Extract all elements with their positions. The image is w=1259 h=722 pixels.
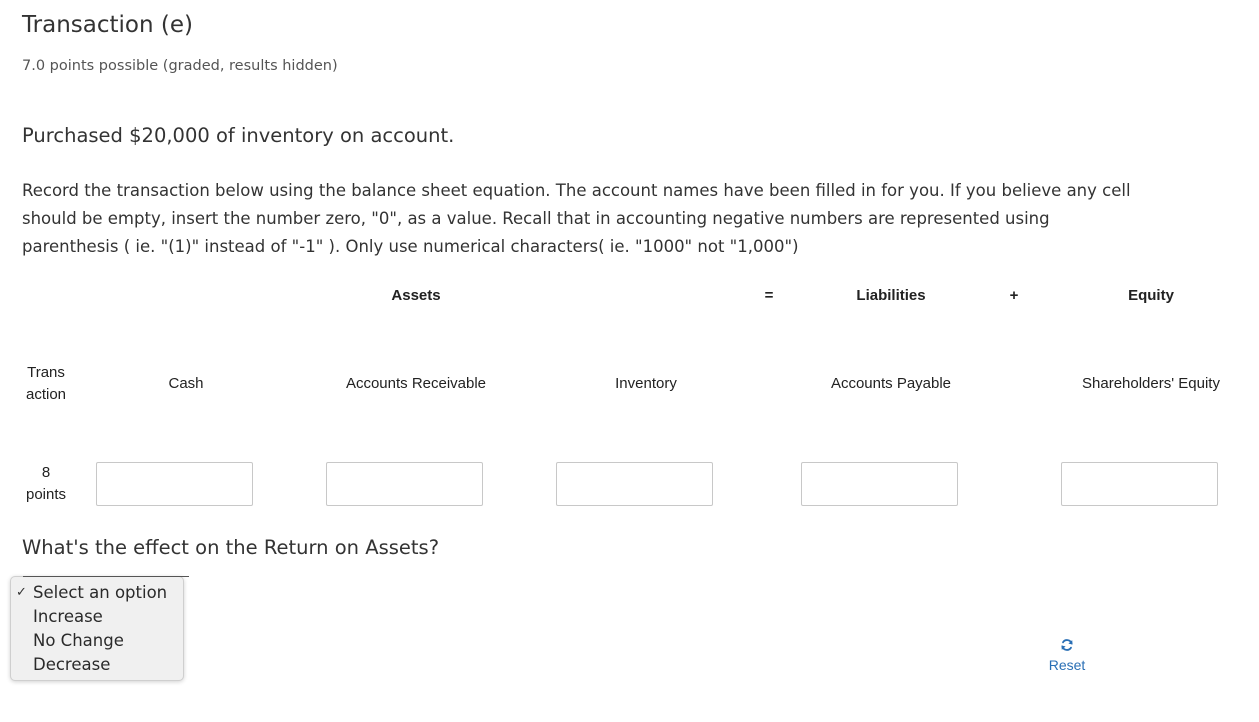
roa-question: What's the effect on the Return on Assets?: [22, 536, 440, 559]
cash-input[interactable]: [96, 462, 253, 506]
account-shareholders-equity: Shareholders' Equity: [1082, 375, 1220, 392]
account-inventory: Inventory: [615, 375, 677, 392]
account-accounts-receivable: Accounts Receivable: [345, 375, 487, 392]
accounts-payable-input[interactable]: [801, 462, 958, 506]
option-no-change[interactable]: [11, 629, 183, 653]
option-select-an-option[interactable]: [11, 581, 183, 605]
row-points-unit: points: [25, 486, 67, 503]
option-label: Decrease: [33, 655, 111, 674]
page-title: Transaction (e): [22, 12, 193, 38]
roa-effect-dropdown[interactable]: [10, 576, 184, 681]
account-accounts-payable: Accounts Payable: [830, 375, 952, 392]
account-cash: Cash: [168, 375, 204, 392]
row-points-value: 8: [41, 464, 51, 481]
reset-button[interactable]: [1040, 638, 1094, 673]
inventory-input[interactable]: [556, 462, 713, 506]
option-decrease[interactable]: [11, 653, 183, 677]
accounts-receivable-input[interactable]: [326, 462, 483, 506]
problem-prompt: Purchased $20,000 of inventory on account.: [22, 124, 455, 147]
transaction-column-header: [16, 362, 76, 406]
plus-sign: +: [1009, 287, 1019, 304]
shareholders-equity-input[interactable]: [1061, 462, 1218, 506]
equity-header: Equity: [1128, 287, 1174, 304]
select-border: [23, 576, 189, 577]
reset-label: Reset: [1048, 657, 1086, 673]
assets-header: Assets: [391, 287, 441, 304]
equals-sign: =: [764, 287, 774, 304]
option-label: Increase: [33, 607, 103, 626]
transaction-header-line1: Trans: [27, 364, 65, 381]
transaction-header-line2: action: [25, 386, 67, 403]
row-points-label: [16, 462, 76, 506]
option-label: Select an option: [33, 583, 168, 602]
problem-instructions: Record the transaction below using the balance sheet equation. The account names have been filled in for you. If you believe any cell should be empty, insert the number zero, "0", as a value. Recall that in accounting negative numbers are represented using parenthesis ( ie. "(1)" instead of "-1" ). Only use numerical characters( ie. "1000" not "1,000"): [22, 181, 1131, 256]
points-possible: 7.0 points possible (graded, results hidden): [22, 58, 338, 74]
option-increase[interactable]: [11, 605, 183, 629]
refresh-icon: [1060, 638, 1074, 652]
check-icon: ✓: [16, 585, 27, 600]
liabilities-header: Liabilities: [856, 287, 926, 304]
option-label: No Change: [33, 631, 124, 650]
